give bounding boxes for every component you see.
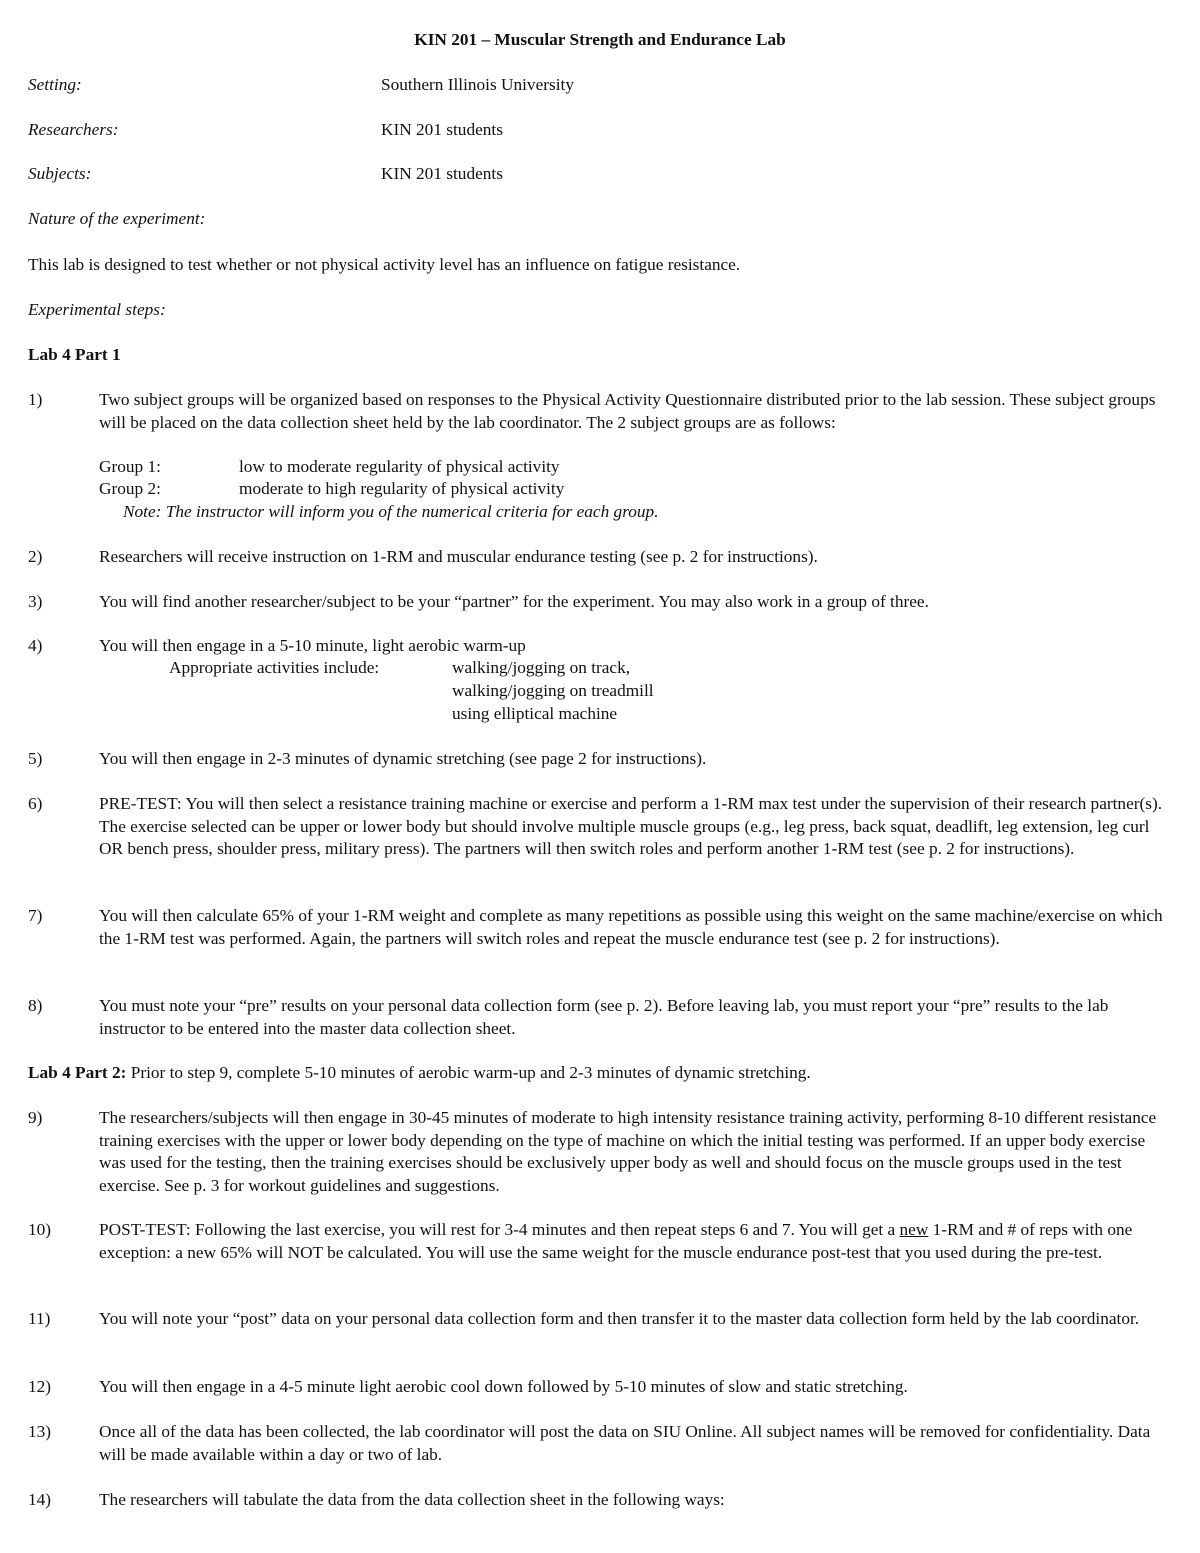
group2-text: moderate to high regularity of physical activity [239,479,565,498]
setting-value: Southern Illinois University [381,75,574,94]
activity-item: using elliptical machine [452,704,618,723]
researchers-value: KIN 201 students [381,120,503,139]
step-8-text: You must note your “pre” results on your personal data collection form (see p. 2). Before leaving lab, you must report your “pre” results to the lab instructor to be entered into the master data collection sheet. [99,996,1109,1038]
activities-label: Appropriate activities include: [169,658,380,677]
step-number: 7) [28,906,43,925]
step-number: 1) [28,390,43,409]
step-10-text-a: POST-TEST: Following the last exercise, you will rest for 3-4 minutes and then repeat steps 6 and 7. You will get a [99,1220,900,1239]
step-number: 9) [28,1108,43,1127]
researchers-label: Researchers: [28,120,119,139]
step-number: 3) [28,592,43,611]
step-number: 5) [28,749,43,768]
step-number: 6) [28,794,43,813]
step-10-text [99,1219,1174,1264]
step-number: 14) [28,1490,52,1509]
step-number: 10) [28,1220,52,1239]
step-11-text: You will note your “post” data on your personal data collection form and then transfer it to the master data collection form held by the lab coordinator. [99,1309,1140,1328]
activity-item: walking/jogging on treadmill [452,681,654,700]
step-9-text: The researchers/subjects will then engage in 30-45 minutes of moderate to high intensity resistance training activity, performing 8-10 different resistance training exercises with the upper or lower body depending on the type of machine on which the initial testing was performed. If an upper body exercise was used for the testing, then the training exercises should be exclusively upper body as well and should focus on the muscle groups used in the test exercise. See p. 3 for workout guidelines and suggestions. [99,1108,1157,1195]
step-5-text: You will then engage in 2-3 minutes of dynamic stretching (see page 2 for instructions). [99,749,707,768]
step-10-text-b: 1-RM and # of reps with one exception: a new 65% will NOT be calculated. You will use the same weight for the muscle endurance post-test that you used during the pre-test. [99,1220,1133,1262]
step-3-text: You will find another researcher/subject to be your “partner” for the experiment. You may also work in a group of three. [99,592,929,611]
group1-label: Group 1: [99,457,161,476]
step-number: 8) [28,996,43,1015]
step-number: 11) [28,1309,51,1328]
activity-item: walking/jogging on track, [452,658,631,677]
step-12-text: You will then engage in a 4-5 minute light aerobic cool down followed by 5-10 minutes of slow and static stretching. [99,1377,908,1396]
part2-text: Prior to step 9, complete 5-10 minutes of aerobic warm-up and 2-3 minutes of dynamic stretching. [126,1063,811,1082]
step-number: 2) [28,547,43,566]
step-number: 12) [28,1377,52,1396]
step-10-underlined: new [899,1220,929,1239]
group2-label: Group 2: [99,479,161,498]
nature-text: This lab is designed to test whether or not physical activity level has an influence on fatigue resistance. [28,255,741,274]
step-6-text: PRE-TEST: You will then select a resistance training machine or exercise and perform a 1-RM max test under the supervision of their research partner(s). The exercise selected can be upper or lower body but should involve multiple muscle groups (e.g., leg press, back squat, deadlift, leg extension, leg curl OR bench press, shoulder press, military press). The partners will then switch roles and perform another 1-RM test (see p. 2 for instructions). [99,794,1163,858]
subjects-value: KIN 201 students [381,164,503,183]
document-title: KIN 201 – Muscular Strength and Endurance Lab [414,30,786,49]
step-number: 13) [28,1422,52,1441]
part2-heading: Lab 4 Part 2: [28,1063,127,1082]
steps-label: Experimental steps: [28,300,166,319]
step-1-text: Two subject groups will be organized based on responses to the Physical Activity Questionnaire distributed prior to the lab session. These subject groups will be placed on the data collection sheet held by the lab coordinator. The 2 subject groups are as follows: [99,390,1156,432]
step-number: 4) [28,636,43,655]
step-2-text: Researchers will receive instruction on 1-RM and muscular endurance testing (see p. 2 for instructions). [99,547,818,566]
subjects-label: Subjects: [28,164,92,183]
step-4-text: You will then engage in a 5-10 minute, light aerobic warm-up [99,636,526,655]
setting-label: Setting: [28,75,82,94]
step-14-text: The researchers will tabulate the data from the data collection sheet in the following ways: [99,1490,725,1509]
part2-paragraph [28,1062,811,1085]
step-13-text: Once all of the data has been collected, the lab coordinator will post the data on SIU Online. All subject names will be removed for confidentiality. Data will be made available within a day or two of lab. [99,1422,1151,1464]
nature-label: Nature of the experiment: [28,209,206,228]
part1-heading: Lab 4 Part 1 [28,345,121,364]
group1-text: low to moderate regularity of physical activity [239,457,560,476]
step-7-text: You will then calculate 65% of your 1-RM weight and complete as many repetitions as possible using this weight on the same machine/exercise on which the 1-RM test was performed. Again, the partners will switch roles and repeat the muscle endurance test (see p. 2 for instructions). [99,906,1163,948]
group-note: Note: The instructor will inform you of the numerical criteria for each group. [123,502,659,521]
